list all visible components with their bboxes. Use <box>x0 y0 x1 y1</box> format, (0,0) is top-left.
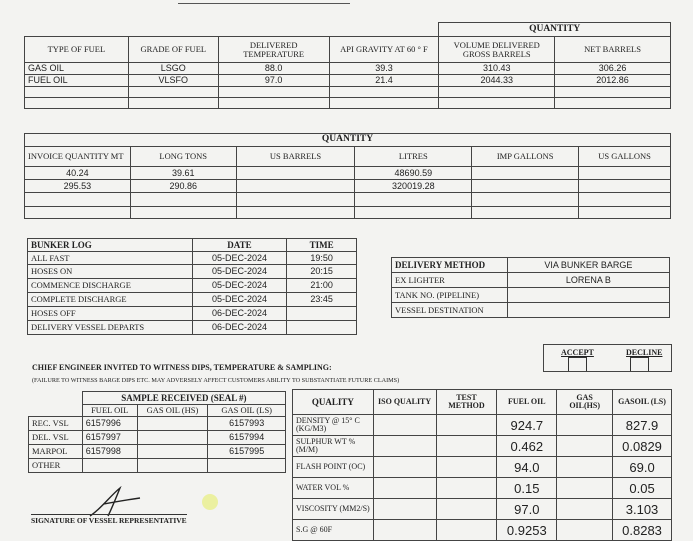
failure-disclaimer: (FAILURE TO WITNESS BARGE DIPS ETC. MAY ADVERSELY AFFECT CUSTOMERS ABILITY TO SUBSTANTIATE FUTURE CLAIMS) <box>32 377 400 384</box>
table-row <box>293 499 672 520</box>
col-net-barrels: NET BARRELS <box>555 37 671 63</box>
tank-no-value <box>507 288 669 303</box>
api-gravity: 39.3 <box>329 63 439 75</box>
gross-barrels: 2044.33 <box>439 75 555 87</box>
log-time <box>287 321 357 335</box>
log-event: HOSES OFF <box>28 307 193 321</box>
iso-quality <box>373 499 436 520</box>
log-event: ALL FAST <box>28 252 193 265</box>
log-date: 05-DEC-2024 <box>192 279 287 293</box>
fuel-type: FUEL OIL <box>25 75 129 87</box>
col-long-tons: LONG TONS <box>130 147 236 167</box>
bunker-log-title: BUNKER LOG <box>28 239 193 252</box>
iso-quality <box>373 415 436 436</box>
decline-label: DECLINE <box>626 348 663 357</box>
gas-oil-hs-value <box>557 436 613 457</box>
table-row <box>25 75 671 87</box>
us-barrels <box>236 167 355 180</box>
iso-quality <box>373 436 436 457</box>
seal-fuel-oil <box>82 459 137 473</box>
table-row <box>392 258 670 273</box>
quality-property: VISCOSITY (MM2/S) <box>293 499 374 520</box>
gas-oil-hs-value <box>557 457 613 478</box>
log-time: 19:50 <box>287 252 357 265</box>
quality-property: SULPHUR WT % (M/M) <box>293 436 374 457</box>
table-row <box>29 417 286 431</box>
table-row <box>28 279 357 293</box>
samples-table <box>28 391 286 473</box>
ex-lighter-value: LORENA B <box>507 273 669 288</box>
table-row <box>29 431 286 445</box>
col-type-of-fuel: TYPE OF FUEL <box>25 37 129 63</box>
table-row <box>28 307 357 321</box>
fuel-oil-value: 0.462 <box>497 436 557 457</box>
seal-gas-oil-hs <box>137 445 208 459</box>
delivered-temp: 97.0 <box>218 75 329 87</box>
long-tons: 39.61 <box>130 167 236 180</box>
gas-oil-hs-value <box>557 415 613 436</box>
accept-label: ACCEPT <box>561 348 594 357</box>
col-fuel-oil: FUEL OIL <box>497 390 557 415</box>
table-row <box>29 445 286 459</box>
table-row <box>25 180 671 193</box>
gasoil-ls-value: 3.103 <box>613 499 672 520</box>
ex-lighter-label: EX LIGHTER <box>392 273 508 288</box>
signature-label: SIGNATURE OF VESSEL REPRESENTATIVE <box>31 516 187 525</box>
table-row <box>392 288 670 303</box>
net-barrels: 306.26 <box>555 63 671 75</box>
sample-label: OTHER <box>29 459 83 473</box>
samples-title: SAMPLE RECEIVED (SEAL #) <box>82 392 285 405</box>
table-row <box>392 273 670 288</box>
log-date: 05-DEC-2024 <box>192 252 287 265</box>
log-time: 20:15 <box>287 265 357 279</box>
fuel-oil-value: 94.0 <box>497 457 557 478</box>
delivery-method-value: VIA BUNKER BARGE <box>507 258 669 273</box>
table-row <box>25 207 671 219</box>
sample-label: MARPOL <box>29 445 83 459</box>
bunker-log-table <box>27 238 357 335</box>
api-gravity: 21.4 <box>329 75 439 87</box>
fuel-grade: LSGO <box>128 63 218 75</box>
test-method <box>436 478 497 499</box>
iso-quality <box>373 478 436 499</box>
log-date: 05-DEC-2024 <box>192 265 287 279</box>
quality-property: FLASH POINT (OC) <box>293 457 374 478</box>
vessel-destination-label: VESSEL DESTINATION <box>392 303 508 318</box>
sample-label: DEL. VSL <box>29 431 83 445</box>
seal-gas-oil-hs <box>137 417 208 431</box>
delivered-temp: 88.0 <box>218 63 329 75</box>
imp-gallons <box>472 180 579 193</box>
long-tons: 290.86 <box>130 180 236 193</box>
net-barrels: 2012.86 <box>555 75 671 87</box>
table-row <box>28 293 357 307</box>
fuel-oil-value: 0.15 <box>497 478 557 499</box>
gasoil-ls-value: 69.0 <box>613 457 672 478</box>
table-row <box>25 193 671 207</box>
us-barrels <box>236 180 355 193</box>
seal-gas-oil-ls: 6157994 <box>208 431 286 445</box>
seal-gas-oil-ls: 6157993 <box>208 417 286 431</box>
table-row <box>293 478 672 499</box>
table-row <box>25 167 671 180</box>
seal-fuel-oil: 6157997 <box>82 431 137 445</box>
col-iso-quality: ISO QUALITY <box>373 390 436 415</box>
litres: 48690.59 <box>355 167 472 180</box>
test-method <box>436 457 497 478</box>
delivery-method-label: DELIVERY METHOD <box>392 258 508 273</box>
col-quality: QUALITY <box>293 390 374 415</box>
col-time: TIME <box>287 239 357 252</box>
us-gallons <box>579 180 671 193</box>
col-gas-oil-hs: GAS OIL (HS) <box>137 405 208 417</box>
fuel-oil-value: 97.0 <box>497 499 557 520</box>
gas-oil-hs-value <box>557 478 613 499</box>
gas-oil-hs-value <box>557 499 613 520</box>
quality-table <box>292 389 672 541</box>
imp-gallons <box>472 167 579 180</box>
iso-quality <box>373 520 436 541</box>
table-row <box>293 520 672 541</box>
col-date: DATE <box>192 239 287 252</box>
seal-fuel-oil: 6157996 <box>82 417 137 431</box>
log-event: COMPLETE DISCHARGE <box>28 293 193 307</box>
col-grade-of-fuel: GRADE OF FUEL <box>128 37 218 63</box>
log-event: HOSES ON <box>28 265 193 279</box>
col-api-gravity: API GRAVITY AT 60 ° F <box>329 37 439 63</box>
col-gas-oil-ls: GAS OIL (LS) <box>208 405 286 417</box>
col-fuel-oil: FUEL OIL <box>82 405 137 417</box>
quality-property: DENSITY @ 15° C (KG/M3) <box>293 415 374 436</box>
col-volume-delivered: VOLUME DELIVERED GROSS BARRELS <box>439 37 555 63</box>
quantity-table <box>24 133 671 219</box>
test-method <box>436 436 497 457</box>
invoice-mt: 295.53 <box>25 180 131 193</box>
top-edge-line <box>178 0 350 4</box>
table-row <box>25 87 671 98</box>
col-gasoil-ls: GASOIL (LS) <box>613 390 672 415</box>
table-row <box>28 252 357 265</box>
log-time: 23:45 <box>287 293 357 307</box>
table-row <box>25 63 671 75</box>
us-gallons <box>579 167 671 180</box>
gasoil-ls-value: 0.0829 <box>613 436 672 457</box>
col-us-barrels: US BARRELS <box>236 147 355 167</box>
col-litres: LITRES <box>355 147 472 167</box>
log-date: 06-DEC-2024 <box>192 307 287 321</box>
fuel-type: GAS OIL <box>25 63 129 75</box>
col-delivered-temperature: DELIVERED TEMPERATURE <box>218 37 329 63</box>
fuel-delivery-table <box>24 22 671 109</box>
accept-checkbox[interactable] <box>568 357 587 371</box>
table-row <box>293 436 672 457</box>
gross-barrels: 310.43 <box>439 63 555 75</box>
vessel-destination-value <box>507 303 669 318</box>
chief-engineer-note: CHIEF ENGINEER INVITED TO WITNESS DIPS, TEMPERATURE & SAMPLING: <box>32 363 332 372</box>
gas-oil-hs-value <box>557 520 613 541</box>
seal-gas-oil-hs <box>137 459 208 473</box>
seal-gas-oil-ls <box>208 459 286 473</box>
col-gas-oil-hs: GAS OIL(HS) <box>557 390 613 415</box>
table-row <box>29 459 286 473</box>
gasoil-ls-value: 0.8283 <box>613 520 672 541</box>
decline-checkbox[interactable] <box>630 357 649 371</box>
table-row <box>293 457 672 478</box>
col-us-gallons: US GALLONS <box>579 147 671 167</box>
test-method <box>436 520 497 541</box>
table-row <box>293 415 672 436</box>
fuel-oil-value: 924.7 <box>497 415 557 436</box>
log-event: DELIVERY VESSEL DEPARTS <box>28 321 193 335</box>
test-method <box>436 415 497 436</box>
table-row <box>28 265 357 279</box>
quality-property: WATER VOL % <box>293 478 374 499</box>
quality-property: S.G @ 60F <box>293 520 374 541</box>
table-row <box>28 321 357 335</box>
col-imp-gallons: IMP GALLONS <box>472 147 579 167</box>
col-invoice-quantity: INVOICE QUANTITY MT <box>25 147 131 167</box>
seal-gas-oil-hs <box>137 431 208 445</box>
stamp-spot <box>202 494 218 510</box>
litres: 320019.28 <box>355 180 472 193</box>
seal-fuel-oil: 6157998 <box>82 445 137 459</box>
test-method <box>436 499 497 520</box>
quantity-title: QUANTITY <box>25 134 671 147</box>
table-row <box>25 98 671 109</box>
fuel-grade: VLSFO <box>128 75 218 87</box>
sample-label: REC. VSL <box>29 417 83 431</box>
log-date: 06-DEC-2024 <box>192 321 287 335</box>
gasoil-ls-value: 827.9 <box>613 415 672 436</box>
gasoil-ls-value: 0.05 <box>613 478 672 499</box>
log-time <box>287 307 357 321</box>
log-date: 05-DEC-2024 <box>192 293 287 307</box>
log-time: 21:00 <box>287 279 357 293</box>
delivery-method-table <box>391 257 670 318</box>
fuel-oil-value: 0.9253 <box>497 520 557 541</box>
seal-gas-oil-ls: 6157995 <box>208 445 286 459</box>
log-event: COMMENCE DISCHARGE <box>28 279 193 293</box>
iso-quality <box>373 457 436 478</box>
table-row <box>392 303 670 318</box>
col-test-method: TEST METHOD <box>436 390 497 415</box>
tank-no-label: TANK NO. (PIPELINE) <box>392 288 508 303</box>
quantity-header: QUANTITY <box>439 23 671 37</box>
invoice-mt: 40.24 <box>25 167 131 180</box>
